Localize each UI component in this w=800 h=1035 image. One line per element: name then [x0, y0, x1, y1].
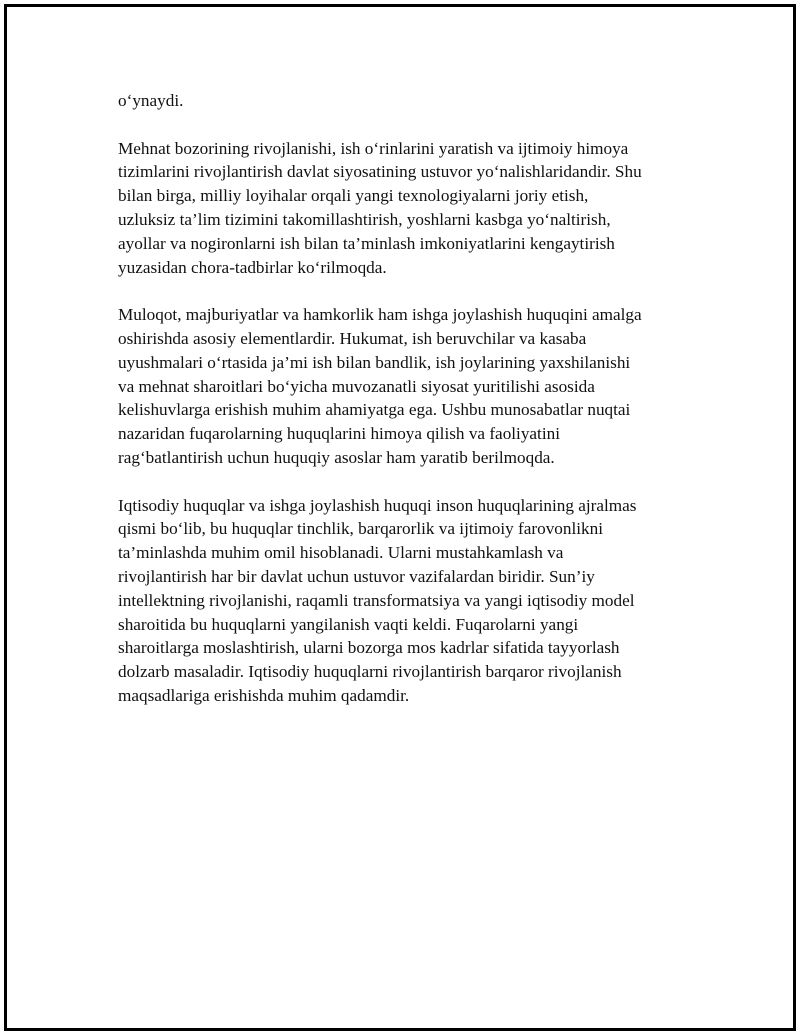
paragraph-dialogue: Muloqot, majburiyatlar va hamkorlik ham ishga joylashish huquqini amalga oshirishda asosiy elementlardir. Hukumat, ish beruvchilar va kasaba uyushmalari o‘rtasida ja’mi ish bilan bandlik, ish joylarining yaxshilanishi va mehnat sharoitlari bo‘yicha muvozanatli siyosat yuritilishi asosida kelishuvlarga erishish muhim ahamiyatga ega. Ushbu munosabatlar nuqtai nazaridan fuqarolarning huquqlarini himoya qilish va faoliyatini rag‘batlantirish uchun huquqiy asoslar ham yaratib berilmoqda.	[118, 305, 642, 467]
paragraph-economic-rights: Iqtisodiy huquqlar va ishga joylashish huquqi inson huquqlarining ajralmas qismi bo‘lib, bu huquqlar tinchlik, barqarorlik va ijtimoiy farovonlikni ta’minlashda muhim omil hisoblanadi. Ularni mustahkamlash va rivojlantirish har bir davlat uchun ustuvor vazifalardan biridir. Sun’iy intellektning rivojlanishi, raqamli transformatsiya va yangi iqtisodiy model sharoitida bu huquqlarni yangilanish vaqti keldi. Fuqarolarni yangi sharoitlarga moslashtirish, ularni bozorga mos kadrlar sifatida tayyorlash dolzarb masaladir. Iqtisodiy huquqlarni rivojlantirish barqaror rivojlanish maqsadlariga erishishda muhim qadamdir.	[118, 495, 637, 705]
paragraph-labor-market: Mehnat bozorining rivojlanishi, ish o‘rinlarini yaratish va ijtimoiy himoya tizimlarini rivojlantirish davlat siyosatining ustuvor yo‘nalishlaridandir. Shu bilan birga, milliy loyihalar orqali yangi texnologiyalarni joriy etish, uzluksiz ta’lim tizimini takomillashtirish, yoshlarni kasbga yo‘naltirish, ayollar va nogironlarni ish bilan ta’minlash imkoniyatlarini kengaytirish yuzasidan chora-tadbirlar ko‘rilmoqda.	[118, 138, 642, 277]
document-body	[118, 89, 693, 732]
paragraph-continuation: o‘ynaydi.	[118, 91, 184, 110]
